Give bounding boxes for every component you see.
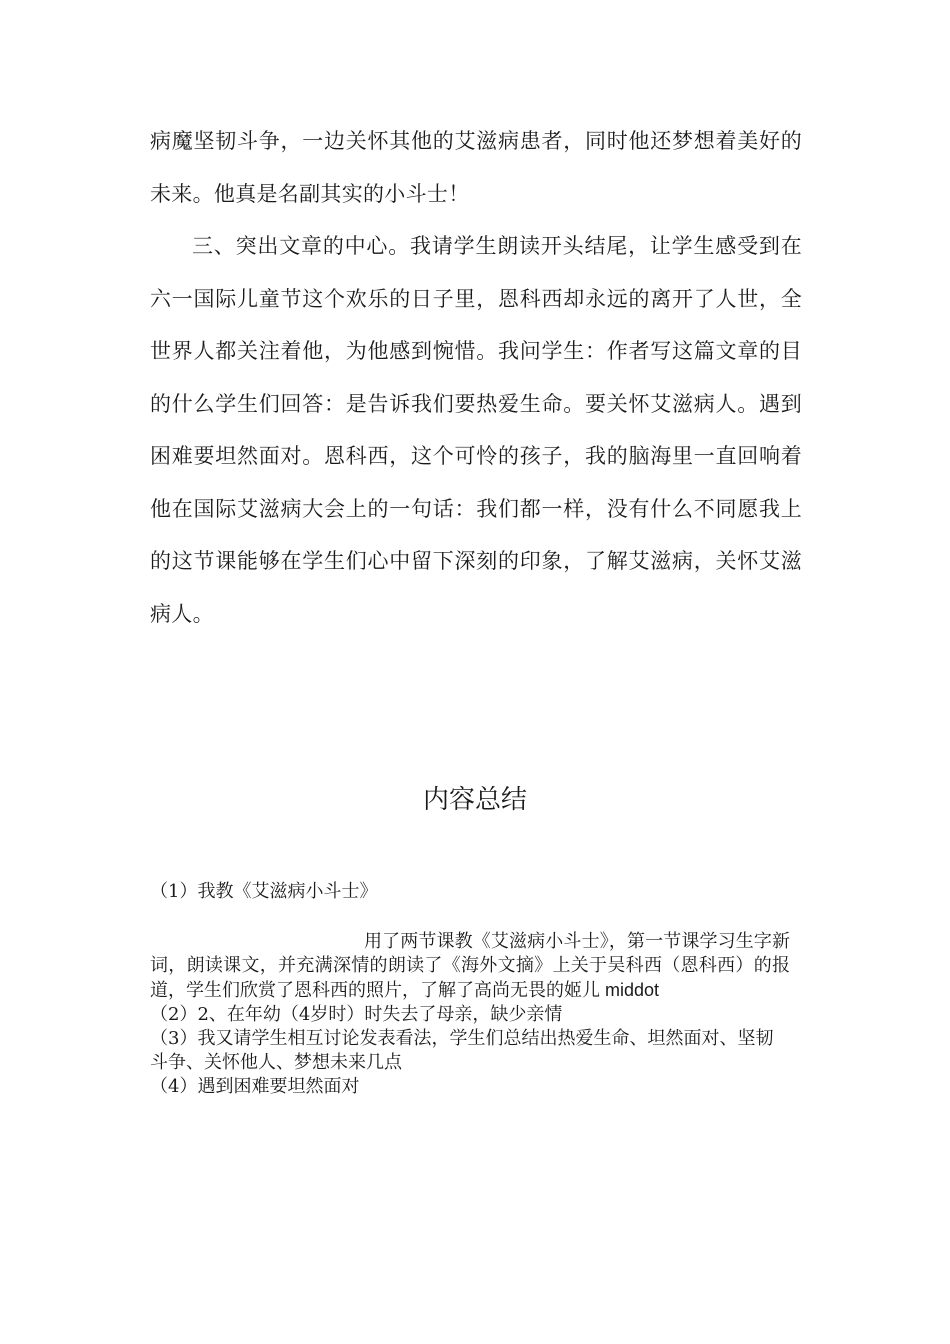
summary-item-1: （1）我教《艾滋病小斗士》 — [150, 881, 378, 902]
summary-spacer — [150, 904, 790, 930]
summary-content — [150, 880, 790, 1099]
summary-title: 内容总结 — [422, 785, 527, 815]
paragraph-continuation: 病魔坚韧斗争，一边关怀其他的艾滋病患者，同时他还梦想着美好的未来。他真是名副其实的小斗士！ — [150, 129, 802, 206]
summary-item-2: （2）2、在年幼（4岁时）时失去了母亲，缺少亲情 — [150, 1004, 563, 1025]
summary-item-1-detail-tail: middot — [600, 980, 660, 1000]
paragraph-section-three: 三、突出文章的中心。我请学生朗读开头结尾，让学生感受到在六一国际儿童节这个欢乐的日子里，恩科西却永远的离开了人世，全世界人都关注着他，为他感到惋惜。我问学生：作者写这篇文章的目的什么学生们回答：是告诉我们要热爱生命。要关怀艾滋病人。遇到困难要坦然面对。恩科西，这个可怜的孩子，我的脑海里一直回响着他在国际艾滋病大会上的一句话：我们都一样，没有什么不同愿我上的这节课能够在学生们心中留下深刻的印象，了解艾滋病，关怀艾滋病人。 — [150, 234, 802, 626]
summary-item-1-detail — [150, 930, 790, 1003]
summary-item-4: （4）遇到困难要坦然面对 — [150, 1076, 360, 1097]
body-text — [150, 115, 802, 640]
summary-item-1-detail-text: 用了两节课教《艾滋病小斗士》，第一节课学习生字新词，朗读课文，并充满深情的朗读了《海外文摘》上关于吴科西（恩科西）的报道，学生们欣赏了恩科西的照片，了解了高尚无畏的姬儿 — [150, 931, 790, 1001]
summary-item-3: （3）我又请学生相互讨论发表看法，学生们总结出热爱生命、坦然面对、坚韧斗争、关怀他人、梦想未来几点 — [150, 1028, 774, 1073]
